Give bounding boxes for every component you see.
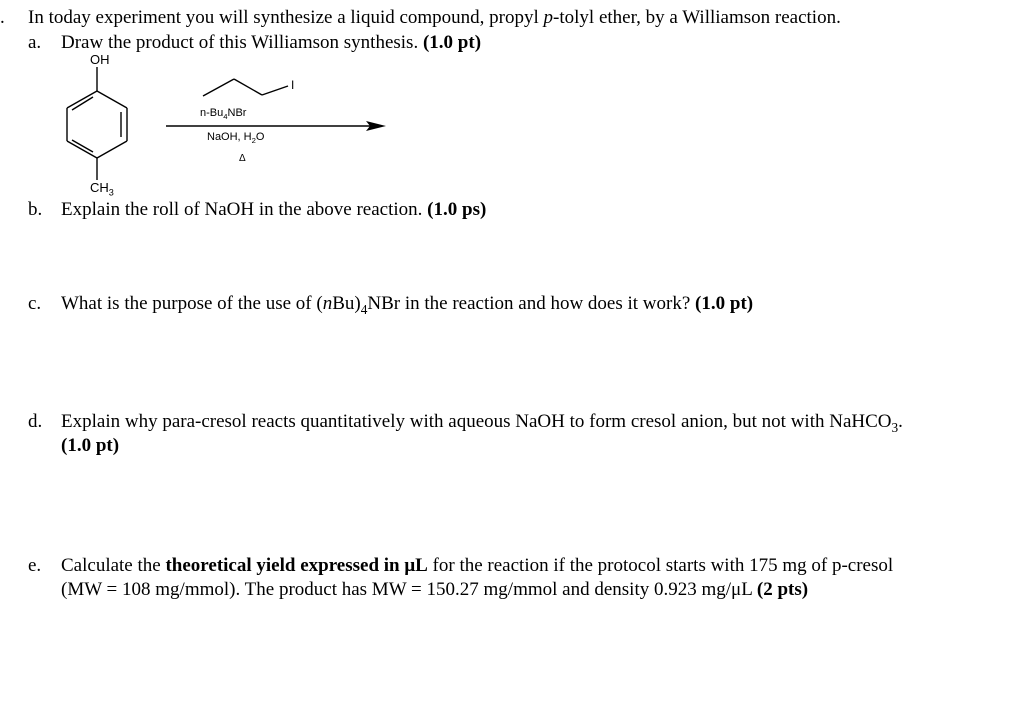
reaction-arrow [166,121,386,131]
part-b-question: Explain the roll of NaOH in the above reaction. [61,199,428,220]
part-d-sub: 3 [891,419,899,435]
part-c-label: c. [28,293,42,314]
part-e-line1-pre: Calculate the [61,555,166,576]
methyl-subscript: 3 [108,187,114,198]
part-c-pre: What is the purpose of the use of ( [61,293,323,314]
part-e-line1 [61,554,893,578]
intro-italic: p [543,7,554,28]
part-d-points: (1.0 pt) [61,435,120,456]
methyl-base: CH [90,180,109,195]
propyl-iodide-skeleton [203,79,288,96]
part-a-label: a. [28,32,42,53]
intro-prefix: In today experiment you will synthesize a liquid compound, propyl [28,7,544,28]
question-number-text: . [0,7,5,28]
methyl-label [90,180,114,198]
part-e-line1-post: for the reaction if the protocol starts with 175 mg of p-cresol [427,555,894,576]
part-d-pre: Explain why para-cresol reacts quantitatively with aqueous NaOH to form cresol anion, but not with NaHCO [61,411,892,432]
conditions-label [207,131,265,146]
hydroxyl-label: OH [90,52,110,67]
part-d-label: d. [28,411,43,432]
conditions-pre: NaOH, H [207,131,252,143]
part-e-line1-bold: theoretical yield expressed in μL [165,555,428,576]
part-a-points: (1.0 pt) [422,32,482,53]
conditions-subscript: 2 [251,136,256,146]
part-b-text [61,198,486,222]
part-e-label: e. [28,555,42,576]
part-c-points: (1.0 pt) [695,293,754,314]
catalyst-subscript: 4 [223,112,228,122]
part-e-points: (2 pts) [756,579,809,600]
part-e-line2 [61,578,808,602]
conditions-post: O [255,131,265,143]
catalyst-post: NBr [227,107,247,119]
part-c-text [61,292,753,316]
intro-suffix: -tolyl ether, by a Williamson reaction. [553,7,841,28]
part-d-post: . [898,411,903,432]
part-c-sub: 4 [360,301,368,317]
part-a-question: Draw the product of this Williamson synthesis. [61,32,423,53]
benzene-ring [67,67,127,180]
part-e-line2-pre: (MW = 108 mg/mmol). The product has MW = 150.27 mg/mmol and density 0.923 mg/μL [61,579,757,600]
iodide-label: I [291,78,295,92]
catalyst-base: n-Bu [200,107,224,119]
catalyst-label [200,107,247,122]
part-b-label: b. [28,199,43,220]
part-d-text [61,410,903,434]
part-b-points: (1.0 ps) [427,199,487,220]
part-c-mid: Bu) [332,293,361,314]
part-c-post: NBr in the reaction and how does it work? [367,293,696,314]
heat-symbol: Δ [239,153,246,164]
part-c-italic: n [322,293,333,314]
